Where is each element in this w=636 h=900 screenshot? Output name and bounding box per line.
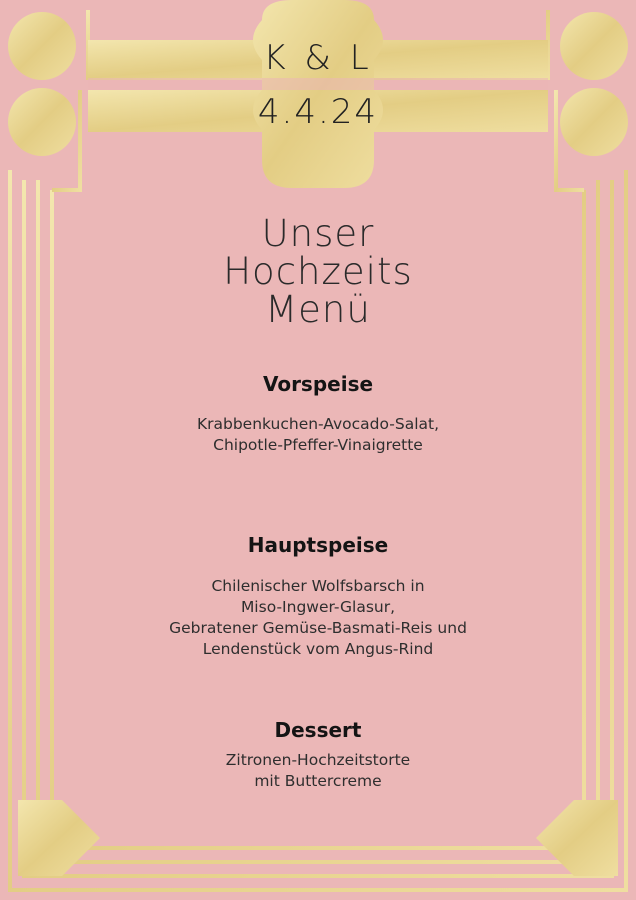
course-heading-vorspeise: Vorspeise	[262, 372, 374, 396]
dish-line: Gebratener Gemüse-Basmati-Reis und	[169, 619, 467, 637]
dish-line: Miso-Ingwer-Glasur,	[240, 598, 396, 616]
course-dish-dessert	[0, 750, 636, 792]
menu-title	[0, 212, 636, 331]
dish-line: Zitronen-Hochzeitstorte	[225, 751, 411, 769]
course-heading-hauptspeise: Hauptspeise	[247, 533, 389, 557]
couple-initials: K & L	[263, 38, 373, 78]
course-dish-hauptspeise	[0, 576, 636, 660]
dish-line: Chilenischer Wolfsbarsch in	[211, 577, 425, 595]
title-line: Menü	[265, 288, 371, 331]
title-line: Unser	[261, 212, 375, 255]
title-line: Hochzeits	[223, 250, 413, 293]
wedding-date: 4.4.24	[257, 92, 379, 132]
course-heading-dessert: Dessert	[274, 718, 362, 742]
dish-line: Krabbenkuchen-Avocado-Salat,	[196, 415, 440, 433]
dish-line: mit Buttercreme	[254, 772, 382, 790]
course-dish-vorspeise	[0, 414, 636, 456]
dish-line: Chipotle-Pfeffer-Vinaigrette	[213, 436, 423, 454]
dish-line: Lendenstück vom Angus-Rind	[202, 640, 434, 658]
